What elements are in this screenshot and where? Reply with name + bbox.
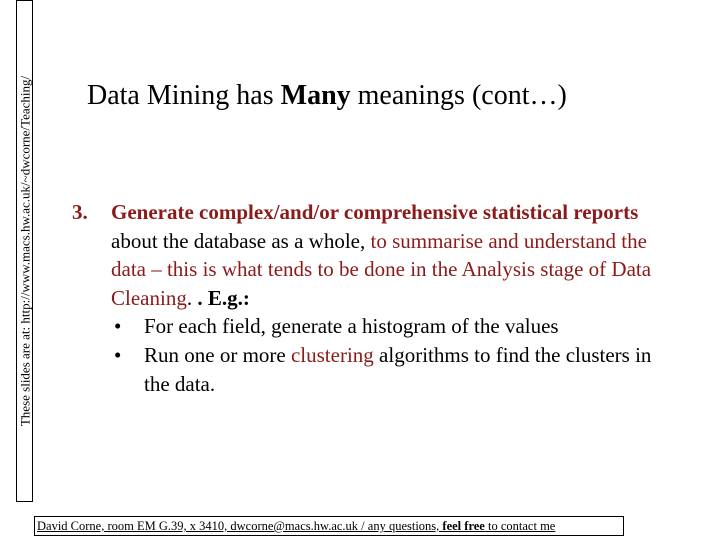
bullet-icon: • <box>114 342 122 367</box>
bullet-text <box>144 312 682 341</box>
sidebar-url-text: These slides are at: http://www.macs.hw.ac.uk/~dwcorne/Teaching/ <box>17 75 32 427</box>
slide-title-prefix: Data Mining has <box>87 80 281 111</box>
list-item-plain-text-2: . <box>186 285 198 310</box>
list-item <box>72 198 682 398</box>
list-item-number: 3. <box>72 200 88 224</box>
bullet-item <box>111 312 682 341</box>
list-item-highlight: to summarise and understand the data – this is what tends to be done in the Analysis stage of Data Cleaning <box>111 228 652 310</box>
bullet-highlight: clustering <box>290 342 374 367</box>
list-item-paragraph <box>111 198 682 312</box>
list-item-text <box>111 198 682 398</box>
footer-text-end: to contact me <box>484 519 556 533</box>
slide-title <box>87 78 567 114</box>
bullet-segment: For each field, generate a histogram of the values <box>144 314 559 339</box>
slide-title-emphasis: Many <box>280 80 351 111</box>
bullet-item <box>111 341 682 398</box>
footer-contact <box>34 516 624 536</box>
bullet-segment: Run one or more <box>144 342 291 367</box>
list-item-emphasis: Generate complex/and/or comprehensive statistical reports <box>111 200 639 224</box>
bullet-icon: • <box>114 314 122 339</box>
bullet-list <box>111 312 682 398</box>
list-item-plain-text: about the database as a whole, <box>111 228 371 253</box>
slide-title-suffix: meanings (cont…) <box>350 80 567 111</box>
bullet-text <box>144 341 682 398</box>
bullet-segment: algorithms to find the clusters in the data. <box>144 342 652 396</box>
footer-text: David Corne, room EM G.39, x 3410, dwcorne@macs.hw.ac.uk / any questions, <box>37 519 443 533</box>
list-item-eg: . E.g.: <box>197 285 250 310</box>
sidebar-url-box <box>16 0 33 502</box>
footer-emphasis: feel free <box>442 519 485 533</box>
slide-body <box>72 198 682 398</box>
